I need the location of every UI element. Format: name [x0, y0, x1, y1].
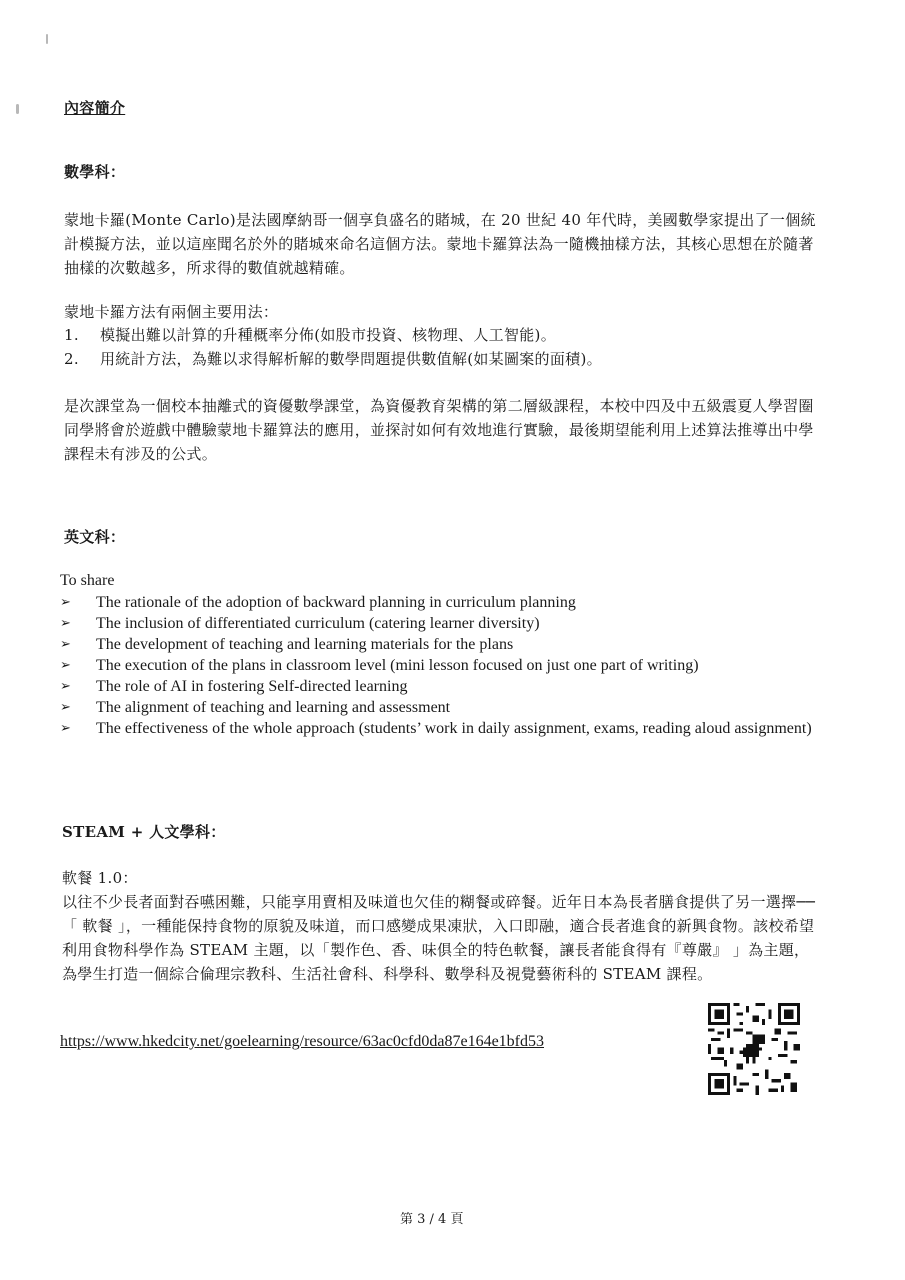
list-text: The inclusion of differentiated curriculum (catering learner diversity): [96, 615, 540, 632]
math-heading: 數學科：: [64, 163, 126, 181]
math-uses-list: [64, 323, 824, 371]
arrow-bullet-icon: ➢: [60, 721, 71, 736]
list-item: [60, 718, 830, 739]
list-text: The alignment of teaching and learning and assessment: [96, 699, 451, 716]
scan-mark: [16, 104, 19, 114]
scan-mark: [46, 34, 48, 44]
list-item: [60, 592, 830, 613]
steam-subtitle: 軟餐 1.0：: [62, 869, 138, 887]
english-intro: To share: [60, 572, 115, 589]
list-text: The rationale of the adoption of backward planning in curriculum planning: [96, 594, 576, 611]
page-number: 第 3 / 4 頁: [400, 1212, 464, 1227]
list-item: [60, 697, 830, 718]
list-item: [60, 634, 830, 655]
arrow-bullet-icon: ➢: [60, 637, 71, 652]
list-item: [60, 676, 830, 697]
list-item: [60, 655, 830, 676]
list-item: [64, 323, 824, 347]
list-text: 用統計方法，為難以求得解析解的數學問題提供數值解(如某圖案的面積)。: [100, 350, 602, 368]
math-paragraph-1: 蒙地卡羅(Monte Carlo)是法國摩納哥一個享負盛名的賭城，在 20 世紀 40 年代時，美國數學家提出了一個統計模擬方法，並以這座聞名於外的賭城來命名這個方法。蒙地卡羅算法為一隨機抽樣方法，其核心思想在於隨著抽樣的次數越多，所求得的數值就越精確。: [64, 211, 816, 277]
math-uses-intro: 蒙地卡羅方法有兩個主要用法：: [64, 303, 279, 321]
intro-title: 內容簡介: [64, 99, 126, 117]
list-text: The effectiveness of the whole approach (students’ work in daily assignment, exams, reading aloud assignment): [96, 720, 812, 737]
arrow-bullet-icon: ➢: [60, 658, 71, 673]
resource-link[interactable]: https://www.hkedcity.net/goelearning/resource/63ac0cfd0da87e164e1bfd53: [60, 1033, 544, 1050]
arrow-bullet-icon: ➢: [60, 616, 71, 631]
arrow-bullet-icon: ➢: [60, 700, 71, 715]
list-text: The development of teaching and learning materials for the plans: [96, 636, 514, 653]
steam-heading: STEAM + 人文學科：: [62, 823, 226, 841]
arrow-bullet-icon: ➢: [60, 595, 71, 610]
steam-paragraph: 以往不少長者面對吞嚥困難，只能享用賣相及味道也欠佳的糊餐或碎餐。近年日本為長者膳食提供了另一選擇──「 軟餐 」，一種能保持食物的原貌及味道，而口感變成果凍狀，入口即融，適合長者進食的新興食物。該校希望利用食物科學作為 STEAM 主題，以「製作色、香、味俱全的特色軟餐，讓長者能食得有『尊嚴』 」為主題，為學生打造一個綜合倫理宗教科、生活社會科、科學科、數學科及視覺藝術科的 STEAM 課程。: [62, 893, 816, 983]
english-list: [60, 592, 830, 739]
qr-code: [708, 1003, 800, 1095]
list-text: 模擬出難以計算的升種概率分佈(如股市投資、核物理、人工智能)。: [100, 326, 557, 344]
list-number: 2.: [64, 350, 79, 368]
math-paragraph-2: 是次課堂為一個校本抽離式的資優數學課堂，為資優教育架構的第二層級課程，本校中四及中五級震夏人學習圈同學將會於遊戲中體驗蒙地卡羅算法的應用，並探討如何有效地進行實驗，最後期望能利用上述算法推導出中學課程未有涉及的公式。: [64, 397, 814, 463]
arrow-bullet-icon: ➢: [60, 679, 71, 694]
list-item: [60, 613, 830, 634]
list-number: 1.: [64, 326, 79, 344]
english-heading: 英文科：: [64, 528, 126, 546]
list-text: The execution of the plans in classroom level (mini lesson focused on just one part of writing): [96, 657, 699, 674]
list-item: [64, 347, 824, 371]
list-text: The role of AI in fostering Self-directed learning: [96, 678, 408, 695]
